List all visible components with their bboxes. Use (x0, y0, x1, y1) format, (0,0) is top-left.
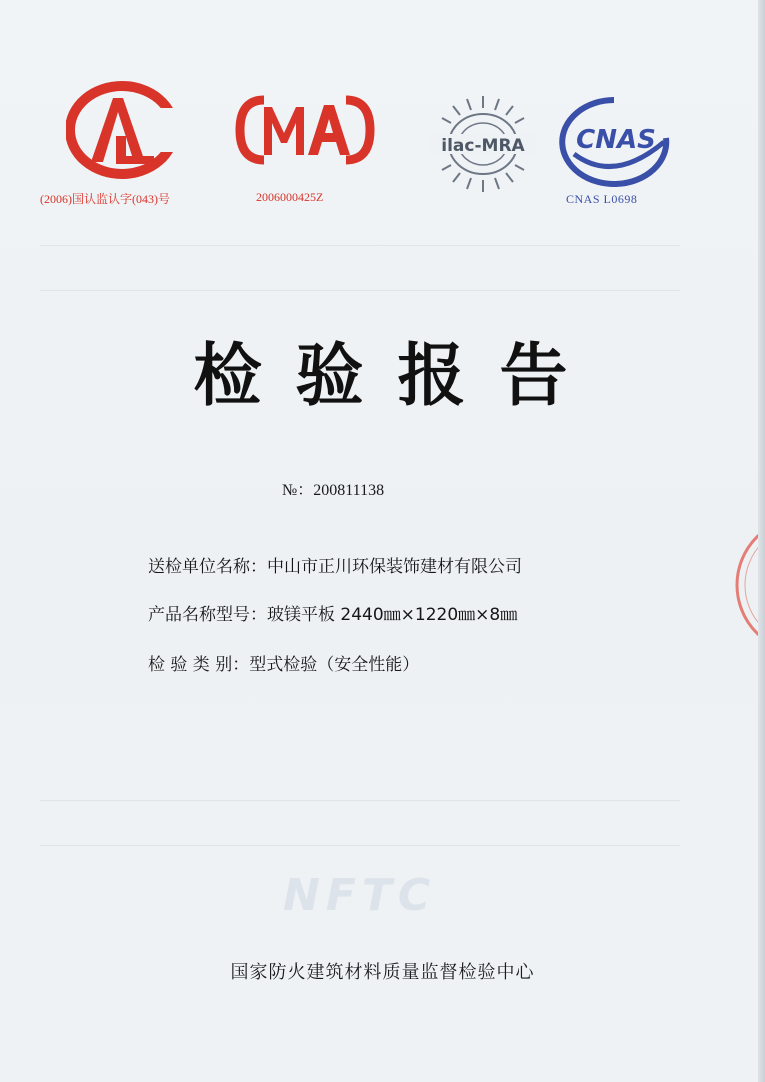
show-through-line (40, 245, 680, 246)
product-model-row (148, 600, 517, 625)
report-title: 检验报告 (193, 337, 602, 416)
nftc-watermark: NFTC (283, 870, 437, 921)
page-edge (758, 0, 765, 1082)
cma-certificate-number: 2006000425Z (256, 190, 324, 204)
show-through-line (40, 845, 680, 846)
ilac-mra-wordmark: ilac-MRA (441, 136, 525, 156)
inspection-type-value: 型式检验（安全性能） (249, 655, 420, 675)
submitting-unit-row (148, 552, 522, 577)
cal-logo (66, 80, 182, 180)
submitting-unit-label: 送检单位名称： (148, 557, 267, 577)
report-number: №：200811138 (282, 482, 385, 499)
product-model-value: 玻镁平板 2440㎜×1220㎜×8㎜ (267, 605, 518, 625)
ilac-mra-logo (427, 92, 539, 196)
inspection-type-label: 检 验 类 别： (148, 655, 250, 675)
cal-accreditation-number: (2006)国认监认字(043)号 (40, 192, 170, 206)
issuing-organization: 国家防火建筑材料质量监督检验中心 (230, 962, 535, 983)
cnas-logo (554, 92, 674, 188)
submitting-unit-value: 中山市正川环保装饰建材有限公司 (267, 557, 522, 577)
cnas-registration-number: CNAS L0698 (566, 192, 638, 206)
product-model-label: 产品名称型号： (148, 605, 267, 625)
cma-logo (234, 95, 376, 165)
inspection-type-row (148, 650, 419, 675)
show-through-line (40, 800, 680, 801)
show-through-line (40, 290, 680, 291)
cnas-wordmark: CNAS (576, 125, 656, 155)
